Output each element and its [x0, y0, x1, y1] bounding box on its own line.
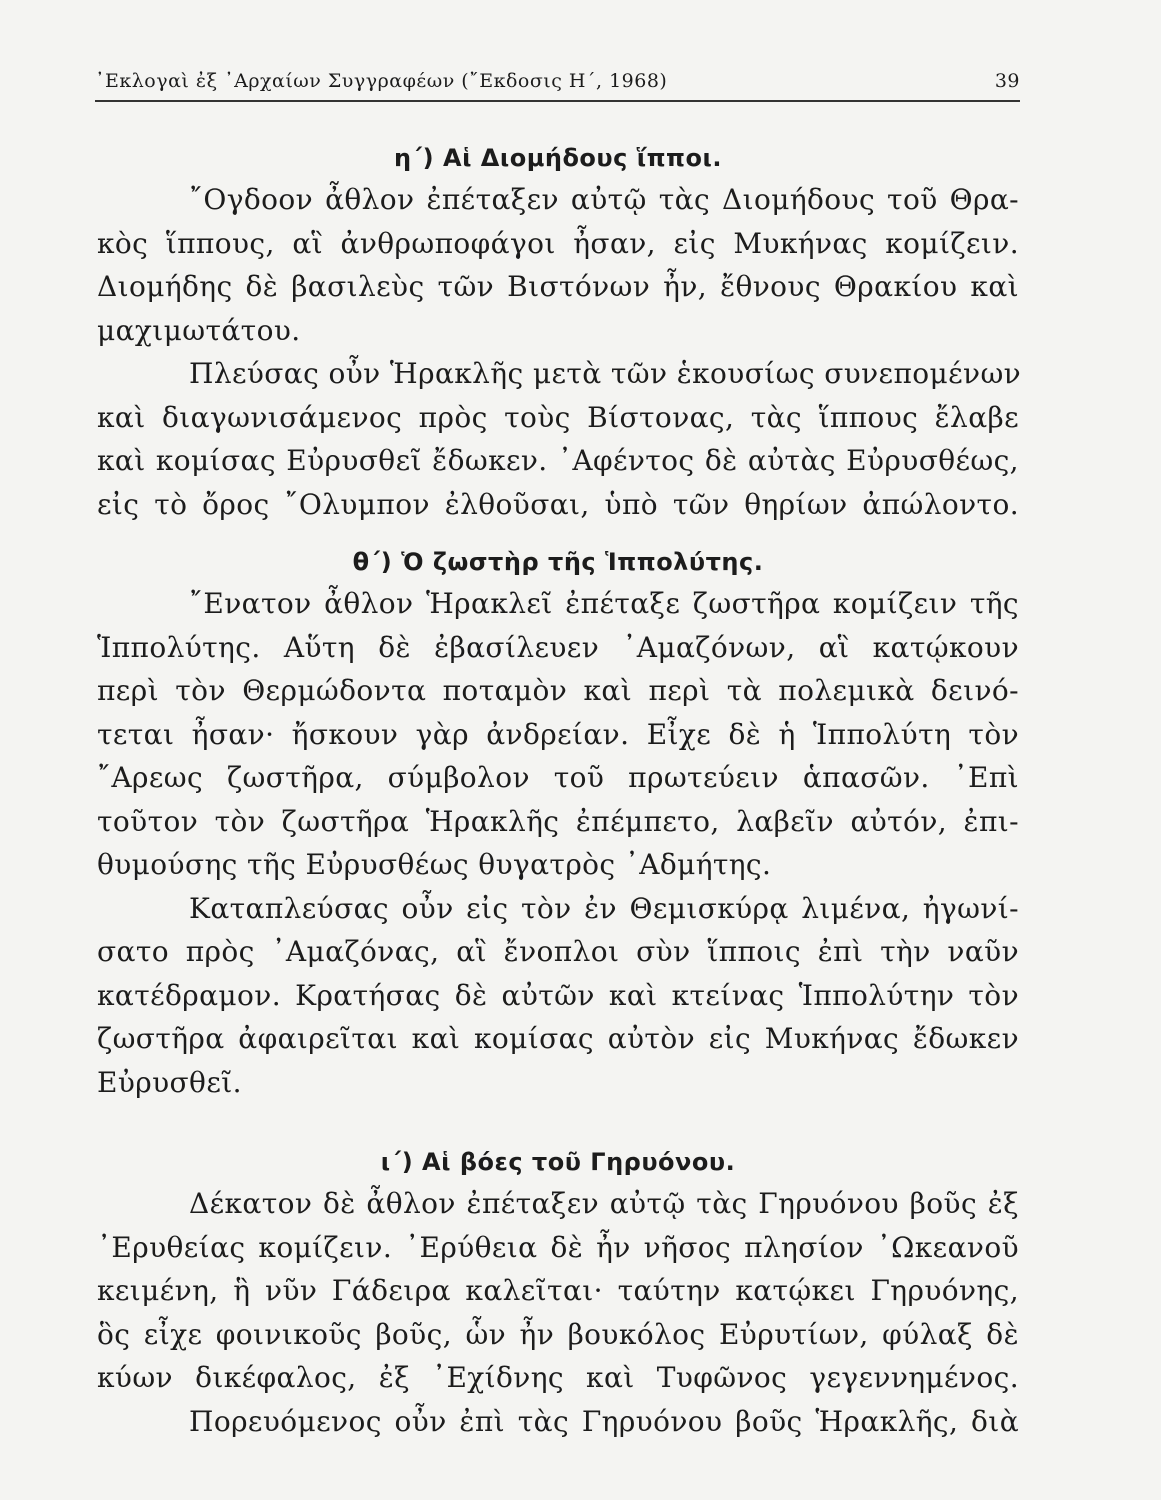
text-line: σατο πρὸς ᾿Αμαζόνας, αἳ ἔνοπλοι σὺν ἵπποις ἐπὶ τὴν ναῦν	[97, 935, 1019, 968]
section-heading-eta: η΄) Αἱ Διομήδους ἵπποι.	[394, 144, 722, 172]
text-line: καὶ διαγωνισάμενος πρὸς τοὺς Βίστονας, τὰς ἵππους ἔλαβε	[97, 400, 1019, 434]
text-line: Καταπλεύσας οὖν εἰς τὸν ἐν Θεμισκύρᾳ λιμένα, ἠγωνί-	[189, 891, 1019, 925]
header-rule	[95, 100, 1020, 102]
text-line: καὶ κομίσας Εὐρυσθεῖ ἔδωκεν. ᾿Αφέντος δὲ αὐτὰς Εὐρυσθέως,	[97, 444, 1019, 477]
text-line: θυμούσης τῆς Εὐρυσθέως θυγατρὸς ᾿Αδμήτης.	[97, 848, 772, 881]
text-line: Διομήδης δὲ βασιλεὺς τῶν Βιστόνων ἦν, ἔθνους Θρακίου καὶ	[97, 270, 1019, 303]
text-line: τοῦτον τὸν ζωστῆρα Ἡρακλῆς ἐπέμπετο, λαβεῖν αὐτόν, ἐπι-	[97, 804, 1019, 838]
text-line: Πορευόμενος οὖν ἐπὶ τὰς Γηρυόνου βοῦς Ἡρακλῆς, διὰ	[189, 1404, 1019, 1438]
page-body	[97, 138, 1022, 1443]
text-line: Ἱππολύτης. Αὕτη δὲ ἐβασίλευεν ᾿Αμαζόνων, αἳ κατῴκουν	[97, 630, 1019, 664]
text-line: κατέδραμον. Κρατήσας δὲ αὐτῶν καὶ κτείνας Ἱππολύτην τὸν	[97, 978, 1019, 1012]
text-line: κειμένη, ἣ νῦν Γάδειρα καλεῖται· ταύτην κατῴκει Γηρυόνης,	[97, 1274, 1019, 1307]
text-line: κύων δικέφαλος, ἐξ ᾿Εχίδνης καὶ Τυφῶνος γεγεννημένος.	[97, 1361, 1019, 1394]
text-line: ῎Αρεως ζωστῆρα, σύμβολον τοῦ πρωτεύειν ἁπασῶν. ᾿Επὶ	[97, 761, 1019, 794]
text-line: Εὐρυσθεῖ.	[97, 1065, 242, 1099]
text-line: ζωστῆρα ἀφαιρεῖται καὶ κομίσας αὐτὸν εἰς Μυκήνας ἔδωκεν	[97, 1022, 1019, 1055]
text-line: ᾿Ερυθείας κομίζειν. ᾿Ερύθεια δὲ ἦν νῆσος πλησίον ᾿Ωκεανοῦ	[97, 1230, 1019, 1264]
text-line: ῎Ενατον ἆθλον Ἡρακλεῖ ἐπέταξε ζωστῆρα κομίζειν τῆς	[189, 587, 1019, 620]
text-line: τεται ἦσαν· ἤσκουν γὰρ ἀνδρείαν. Εἶχε δὲ ἡ Ἱππολύτη τὸν	[97, 717, 1019, 751]
running-header	[95, 70, 1020, 92]
text-line: μαχιμωτάτου.	[97, 313, 301, 347]
text-line: εἰς τὸ ὄρος ῎Ολυμπον ἐλθοῦσαι, ὑπὸ τῶν θηρίων ἀπώλοντο.	[97, 487, 1019, 521]
section-heading-theta: θ΄) Ὁ ζωστὴρ τῆς Ἱππολύτης.	[352, 548, 764, 576]
running-title: ᾿Εκλογαὶ ἐξ ᾿Αρχαίων Συγγραφέων (῎Εκδοσις Η΄, 1968)	[95, 70, 668, 92]
text-line: κὸς ἵππους, αἳ ἀνθρωποφάγοι ἦσαν, εἰς Μυκήνας κομίζειν.	[97, 226, 1019, 260]
text-line: ὃς εἶχε φοινικοῦς βοῦς, ὧν ἦν βουκόλος Εὐρυτίων, φύλαξ δὲ	[97, 1317, 1019, 1351]
text-line: Πλεύσας οὖν Ἡρακλῆς μετὰ τῶν ἑκουσίως συνεπομένων	[189, 357, 1022, 390]
text-line: Δέκατον δὲ ἆθλον ἐπέταξεν αὐτῷ τὰς Γηρυόνου βοῦς ἐξ	[189, 1187, 1019, 1220]
text-line: ῎Ογδοον ἆθλον ἐπέταξεν αὐτῷ τὰς Διομήδους τοῦ Θρα-	[189, 183, 1019, 216]
section-heading-iota: ι΄) Αἱ βόες τοῦ Γηρυόνου.	[380, 1148, 736, 1176]
page-number: 39	[994, 70, 1020, 92]
text-line: περὶ τὸν Θερμώδοντα ποταμὸν καὶ περὶ τὰ πολεμικὰ δεινό-	[97, 674, 1019, 707]
